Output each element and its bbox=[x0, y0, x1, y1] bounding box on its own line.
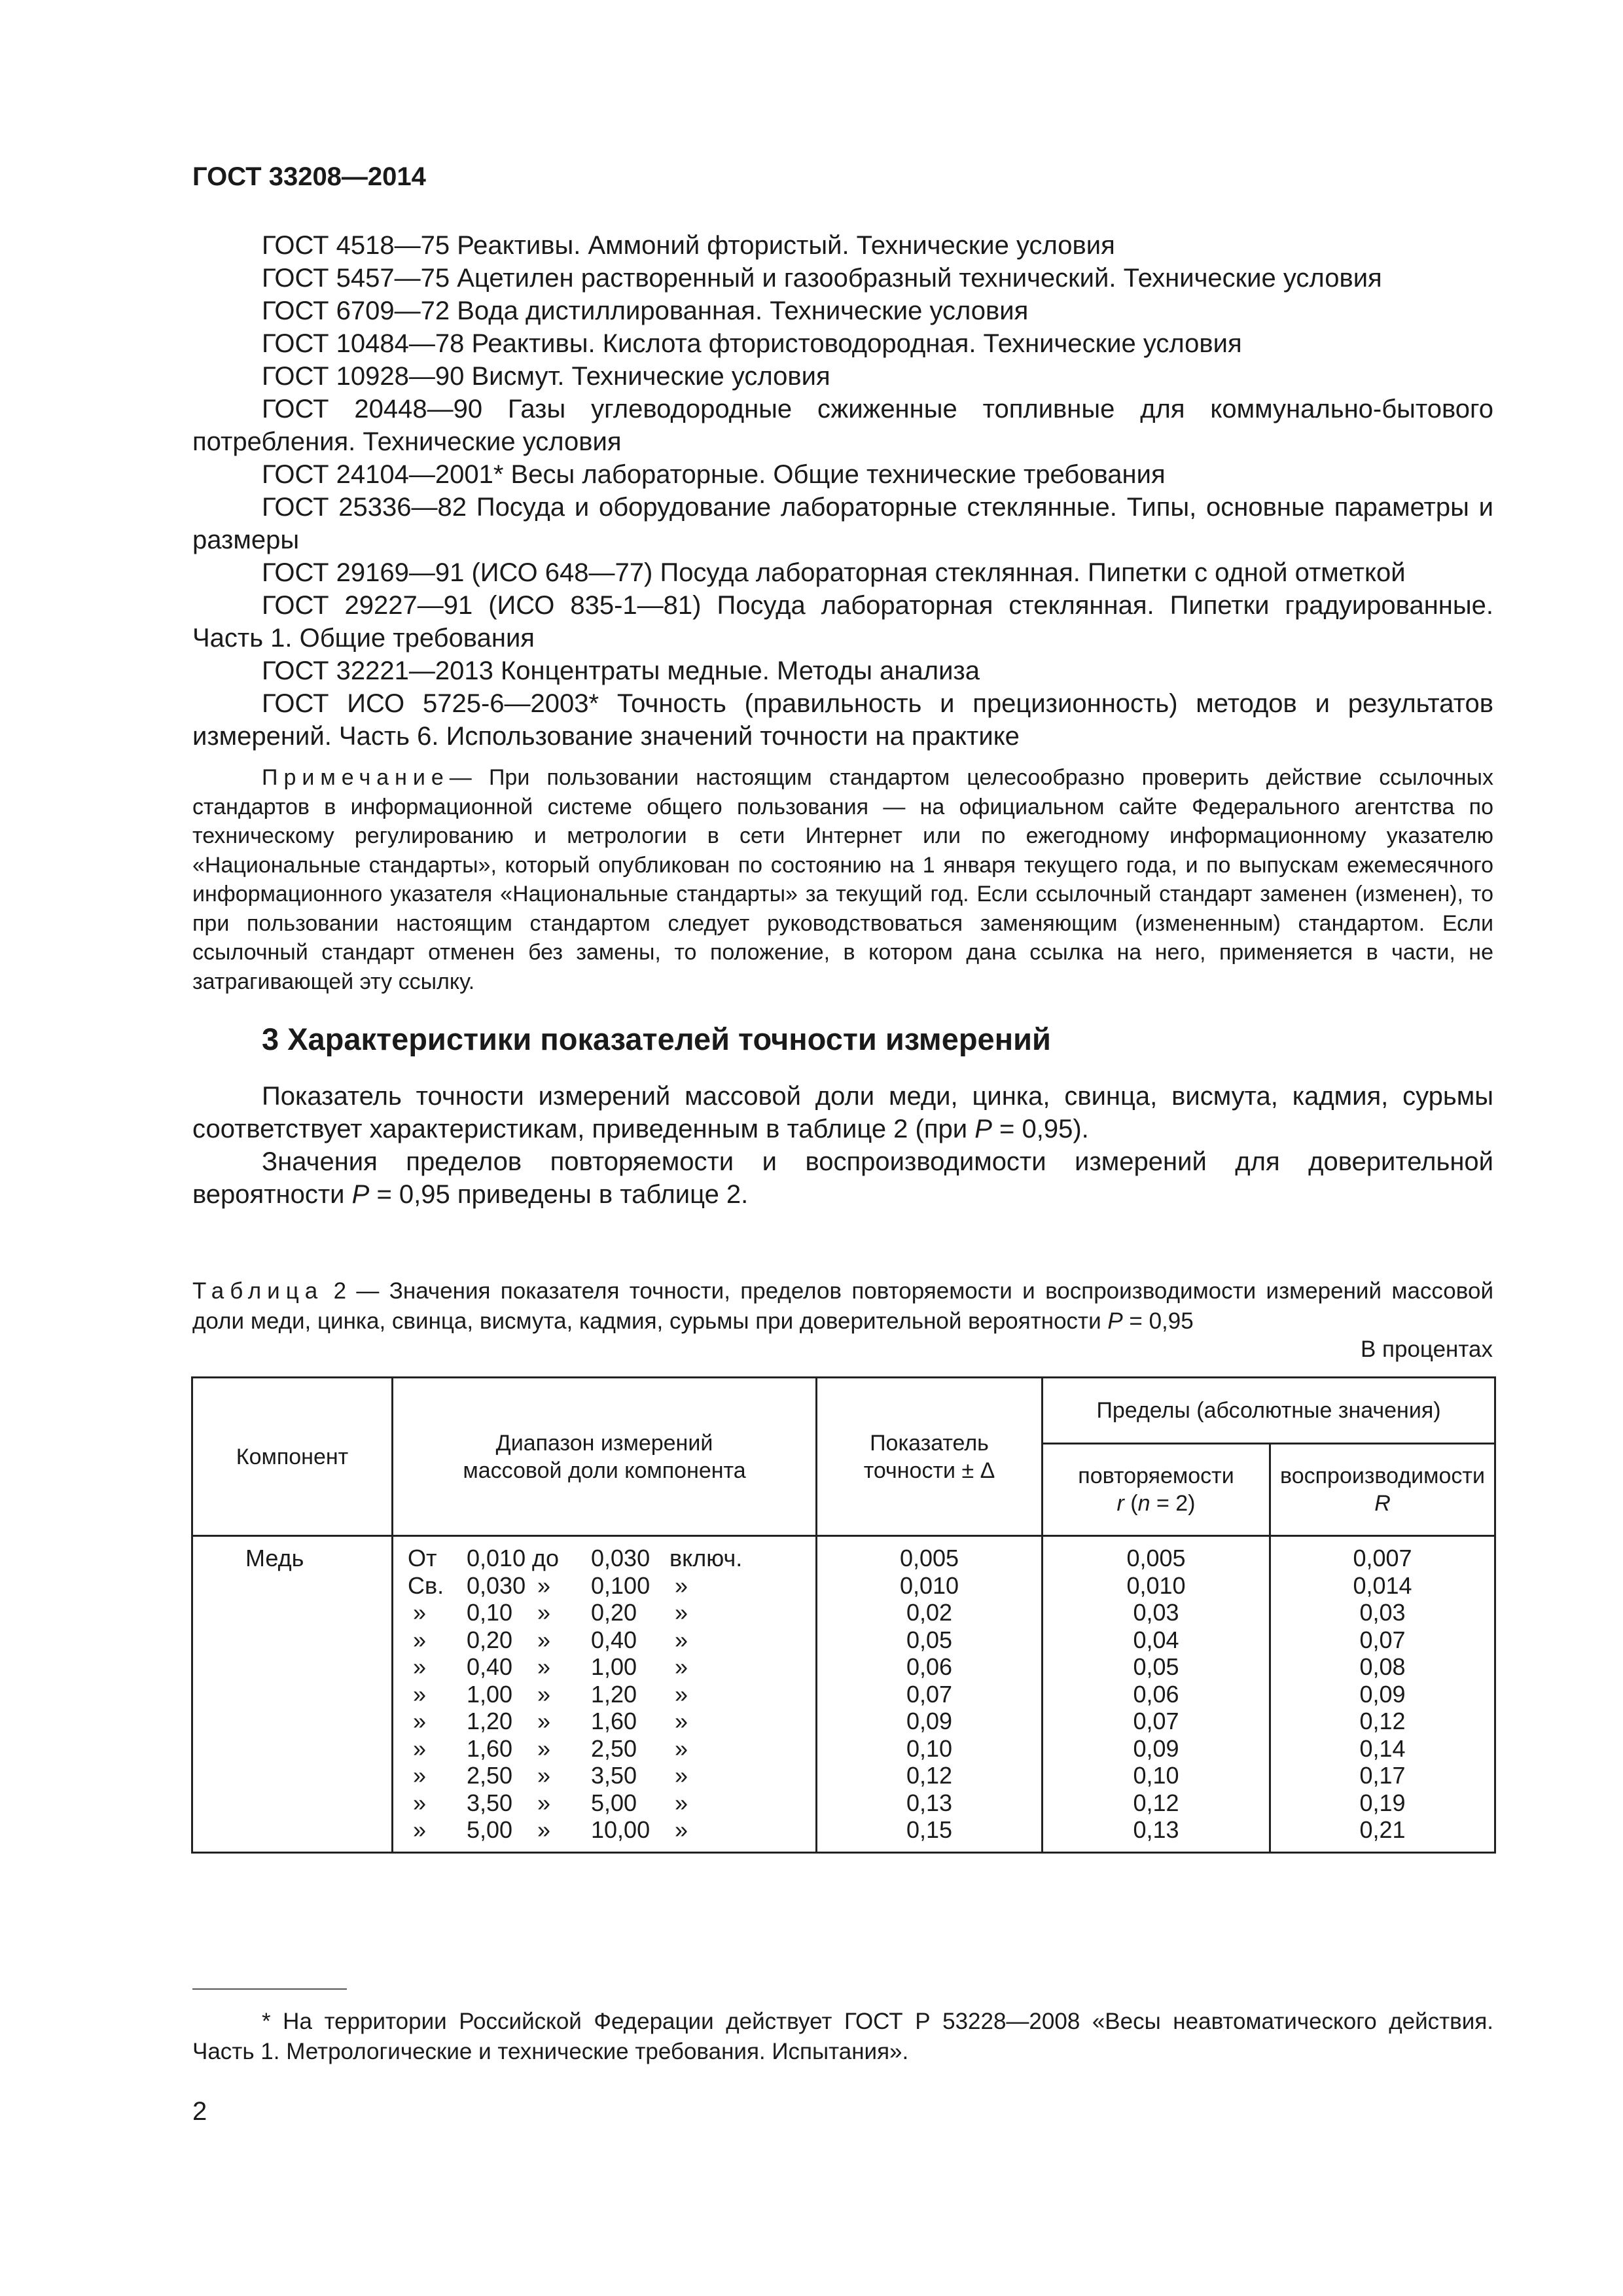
range-part: 0,20 bbox=[467, 1626, 513, 1653]
range-part: » bbox=[675, 1789, 688, 1816]
header-repeat-line2 bbox=[1043, 1490, 1269, 1517]
table-caption-label: Таблица bbox=[192, 1278, 324, 1304]
reference-item: ГОСТ 25336—82 Посуда и оборудование лабораторные стеклянные. Типы, основные параметры и размеры bbox=[192, 493, 1493, 554]
note-text: — При пользовании настоящим стандартом целесообразно проверить действие ссылочных стандартов в информационной системе общего пользования — на официальном сайте Федерального агентства по техническому регулированию и метрологии в сети Интернет или по ежегодному информационному указателю «Национальные стандарты», который опубликован по состоянию на 1 января текущего года, и по выпускам ежемесячного информационного указателя «Национальные стандарты» за текущий год. Если ссылочный стандарт заменен (изменен), то при пользовании настоящим стандартом следует руководствоваться заменяющим (измененным) стандартом. Если ссылочный стандарт отменен без замены, то положение, в котором дана ссылка на него, применяется в части, не затрагивающей эту ссылку. bbox=[192, 765, 1493, 994]
range-part: 0,40 bbox=[591, 1626, 637, 1653]
header-range-line2: массовой доли компонента bbox=[463, 1458, 746, 1483]
repeatability-value: 0,03 bbox=[1133, 1599, 1179, 1626]
reference-item: ГОСТ 4518—75 Реактивы. Аммоний фтористый. Технические условия bbox=[262, 231, 1115, 260]
range-part: » bbox=[675, 1762, 688, 1789]
para2-start: Значения пределов повторяемости и воспроизводимости измерений для доверительной вероятности bbox=[192, 1147, 1493, 1209]
reproducibility-value: 0,08 bbox=[1359, 1653, 1406, 1680]
range-part: 1,60 bbox=[467, 1734, 513, 1762]
repeatability-value: 0,05 bbox=[1133, 1653, 1179, 1680]
range-part: » bbox=[675, 1571, 688, 1599]
range-part: » bbox=[537, 1762, 551, 1789]
range-part: 1,00 bbox=[591, 1653, 637, 1680]
range-part: » bbox=[413, 1789, 427, 1816]
range-part: » bbox=[675, 1680, 688, 1708]
page-number: 2 bbox=[192, 2097, 207, 2126]
accuracy-value: 0,005 bbox=[899, 1545, 959, 1571]
reproducibility-value: 0,14 bbox=[1359, 1734, 1406, 1762]
note-paragraph bbox=[192, 763, 1493, 996]
range-part: » bbox=[675, 1626, 688, 1653]
range-part: 0,10 bbox=[467, 1599, 513, 1626]
header-range bbox=[393, 1378, 817, 1536]
repeatability-value: 0,010 bbox=[1126, 1571, 1186, 1599]
header-reprod-line1: воспроизводимости bbox=[1280, 1463, 1485, 1488]
range-part: » bbox=[537, 1816, 551, 1843]
range-part: » bbox=[413, 1680, 427, 1708]
header-accuracy-line2: точности ± Δ bbox=[863, 1458, 995, 1483]
header-repeat-r: r bbox=[1116, 1491, 1124, 1516]
range-part: 5,00 bbox=[467, 1816, 513, 1843]
note-label: Примечание bbox=[262, 765, 450, 790]
range-part: » bbox=[537, 1680, 551, 1708]
range-part: » bbox=[413, 1626, 427, 1653]
normative-references bbox=[192, 229, 1493, 753]
accuracy-value: 0,05 bbox=[906, 1626, 953, 1653]
range-part: » bbox=[675, 1734, 688, 1762]
reference-item: ГОСТ 6709—72 Вода дистиллированная. Технические условия bbox=[262, 296, 1029, 325]
reproducibility-value: 0,19 bbox=[1359, 1789, 1406, 1816]
header-limits: Пределы (абсолютные значения) bbox=[1043, 1378, 1495, 1444]
range-part: » bbox=[413, 1599, 427, 1626]
footnote: * На территории Российской Федерации действует ГОСТ Р 53228—2008 «Весы неавтоматического действия. Часть 1. Метрологические и технические требования. Испытания». bbox=[192, 2009, 1493, 2064]
component-cell bbox=[192, 1536, 393, 1853]
repeatability-value: 0,09 bbox=[1133, 1734, 1179, 1762]
range-part: включ. bbox=[669, 1545, 743, 1571]
range-cell bbox=[393, 1536, 817, 1853]
range-part: » bbox=[675, 1599, 688, 1626]
table-row bbox=[192, 1536, 1495, 1853]
range-part: 0,010 bbox=[467, 1545, 526, 1571]
reproducibility-value: 0,07 bbox=[1359, 1626, 1406, 1653]
range-part: » bbox=[413, 1734, 427, 1762]
reference-item: ГОСТ 5457—75 Ацетилен растворенный и газообразный технический. Технические условия bbox=[262, 264, 1382, 293]
range-part: 0,100 bbox=[591, 1571, 651, 1599]
range-part: » bbox=[413, 1816, 427, 1843]
repeatability-value: 0,10 bbox=[1133, 1762, 1179, 1789]
repeatability-value: 0,12 bbox=[1133, 1789, 1179, 1816]
range-line bbox=[393, 1735, 815, 1763]
range-part: 1,00 bbox=[467, 1680, 513, 1708]
range-part: 1,60 bbox=[591, 1708, 637, 1734]
accuracy-value: 0,10 bbox=[906, 1734, 953, 1762]
reference-item: ГОСТ 20448—90 Газы углеводородные сжиженные топливные для коммунально-бытового потребления. Технические условия bbox=[192, 395, 1493, 456]
section-body bbox=[192, 1080, 1493, 1211]
reproducibility-value: 0,21 bbox=[1359, 1816, 1406, 1843]
repeatability-cell bbox=[1043, 1536, 1270, 1853]
reproducibility-value: 0,014 bbox=[1353, 1571, 1412, 1599]
header-reproducibility bbox=[1270, 1444, 1495, 1536]
table-units: В процентах bbox=[1360, 1336, 1493, 1362]
header-component: Компонент bbox=[192, 1378, 393, 1536]
range-part: » bbox=[675, 1653, 688, 1680]
range-part: » bbox=[413, 1708, 427, 1734]
range-part: » bbox=[537, 1708, 551, 1734]
repeatability-value: 0,07 bbox=[1133, 1708, 1179, 1734]
data-table bbox=[191, 1376, 1496, 1854]
header-repeat-line1: повторяемости bbox=[1078, 1463, 1234, 1488]
reproducibility-value: 0,03 bbox=[1359, 1599, 1406, 1626]
table-caption-var: P bbox=[1107, 1308, 1123, 1334]
range-part: 0,030 bbox=[467, 1571, 526, 1599]
section-paragraph-2 bbox=[192, 1145, 1493, 1211]
reference-item: ГОСТ 29227—91 (ИСО 835-1—81) Посуда лабораторная стеклянная. Пипетки градуированные. Часть 1. Общие требования bbox=[192, 591, 1493, 653]
component-name: Медь bbox=[245, 1545, 304, 1571]
para2-var: P bbox=[351, 1180, 370, 1209]
reference-item: ГОСТ 10484—78 Реактивы. Кислота фтористоводородная. Технические условия bbox=[262, 329, 1242, 358]
para1-start: Показатель точности измерений массовой доли меди, цинка, свинца, висмута, кадмия, сурьмы соответствует характеристикам, приведенным в таблице 2 (при bbox=[192, 1082, 1493, 1143]
range-part: » bbox=[537, 1626, 551, 1653]
header-repeat-close: = 2) bbox=[1150, 1491, 1196, 1516]
range-part: От bbox=[408, 1545, 437, 1571]
accuracy-cell bbox=[817, 1536, 1043, 1853]
repeatability-value: 0,06 bbox=[1133, 1680, 1179, 1708]
range-line bbox=[393, 1653, 815, 1681]
repeatability-value: 0,04 bbox=[1133, 1626, 1179, 1653]
range-part: » bbox=[413, 1653, 427, 1680]
range-part: 1,20 bbox=[467, 1708, 513, 1734]
range-part: 1,20 bbox=[591, 1680, 637, 1708]
section-title: 3 Характеристики показателей точности измерений bbox=[262, 1022, 1051, 1056]
accuracy-value: 0,02 bbox=[906, 1599, 953, 1626]
range-part: 2,50 bbox=[467, 1762, 513, 1789]
table-caption-text: 2 — Значения показателя точности, пределов повторяемости и воспроизводимости измерений массовой доли меди, цинка, свинца, висмута, кадмия, сурьмы при доверительной вероятности bbox=[192, 1278, 1493, 1334]
section-paragraph-1 bbox=[192, 1080, 1493, 1145]
range-part: » bbox=[537, 1653, 551, 1680]
range-part: » bbox=[537, 1571, 551, 1599]
footnote-rule bbox=[192, 1988, 347, 1990]
range-line bbox=[393, 1708, 815, 1735]
range-part: » bbox=[537, 1599, 551, 1626]
reference-item: ГОСТ 29169—91 (ИСО 648—77) Посуда лабораторная стеклянная. Пипетки с одной отметкой bbox=[262, 558, 1406, 587]
accuracy-value: 0,09 bbox=[906, 1708, 953, 1734]
range-line bbox=[393, 1816, 815, 1844]
table-caption-end: = 0,95 bbox=[1122, 1308, 1194, 1334]
table-caption bbox=[192, 1276, 1493, 1336]
range-line bbox=[393, 1545, 815, 1572]
range-part: » bbox=[537, 1734, 551, 1762]
range-part: 2,50 bbox=[591, 1734, 637, 1762]
accuracy-value: 0,06 bbox=[906, 1653, 953, 1680]
header-reprod-line2 bbox=[1271, 1490, 1494, 1517]
para1-end: = 0,95). bbox=[991, 1115, 1089, 1143]
page-header-doc-code: ГОСТ 33208—2014 bbox=[192, 162, 426, 191]
range-part: 3,50 bbox=[467, 1789, 513, 1816]
para1-var: P bbox=[974, 1115, 992, 1143]
range-part: » bbox=[537, 1789, 551, 1816]
range-part: » bbox=[675, 1816, 688, 1843]
range-part: » bbox=[413, 1762, 427, 1789]
accuracy-value: 0,12 bbox=[906, 1762, 953, 1789]
reference-item: ГОСТ 32221—2013 Концентраты медные. Методы анализа bbox=[262, 656, 980, 685]
header-repeat-n: n bbox=[1137, 1491, 1150, 1516]
range-part: » bbox=[675, 1708, 688, 1734]
header-accuracy-line1: Показатель bbox=[870, 1430, 989, 1456]
reproducibility-value: 0,09 bbox=[1359, 1680, 1406, 1708]
header-reprod-R: R bbox=[1374, 1491, 1391, 1516]
range-line bbox=[393, 1572, 815, 1600]
reference-item: ГОСТ 24104—2001* Весы лабораторные. Общие технические требования bbox=[262, 460, 1166, 489]
accuracy-value: 0,07 bbox=[906, 1680, 953, 1708]
range-line bbox=[393, 1599, 815, 1626]
range-line bbox=[393, 1789, 815, 1817]
range-part: 10,00 bbox=[591, 1816, 651, 1843]
accuracy-value: 0,15 bbox=[906, 1816, 953, 1843]
range-line bbox=[393, 1681, 815, 1708]
para2-end: = 0,95 приведены в таблице 2. bbox=[369, 1180, 749, 1209]
reproducibility-value: 0,17 bbox=[1359, 1762, 1406, 1789]
range-line bbox=[393, 1762, 815, 1789]
reproducibility-value: 0,12 bbox=[1359, 1708, 1406, 1734]
range-part: 5,00 bbox=[591, 1789, 637, 1816]
reproducibility-value: 0,007 bbox=[1353, 1545, 1412, 1571]
reference-item: ГОСТ 10928—90 Висмут. Технические условия bbox=[262, 362, 830, 391]
range-part: 0,20 bbox=[591, 1599, 637, 1626]
range-part: 0,40 bbox=[467, 1653, 513, 1680]
repeatability-value: 0,005 bbox=[1126, 1545, 1186, 1571]
range-part: 3,50 bbox=[591, 1762, 637, 1789]
header-range-line1: Диапазон измерений bbox=[495, 1430, 713, 1456]
range-line bbox=[393, 1626, 815, 1654]
accuracy-value: 0,010 bbox=[899, 1571, 959, 1599]
reproducibility-cell bbox=[1270, 1536, 1495, 1853]
reference-item: ГОСТ ИСО 5725-6—2003* Точность (правильность и прецизионность) методов и результатов измерений. Часть 6. Использование значений точности на практике bbox=[192, 689, 1493, 751]
range-part: до bbox=[532, 1545, 560, 1571]
header-accuracy bbox=[817, 1378, 1043, 1536]
header-repeat-open: ( bbox=[1124, 1491, 1138, 1516]
range-part: Св. bbox=[408, 1571, 444, 1599]
accuracy-value: 0,13 bbox=[906, 1789, 953, 1816]
header-repeatability bbox=[1043, 1444, 1270, 1536]
repeatability-value: 0,13 bbox=[1133, 1816, 1179, 1843]
range-part: 0,030 bbox=[591, 1545, 651, 1571]
